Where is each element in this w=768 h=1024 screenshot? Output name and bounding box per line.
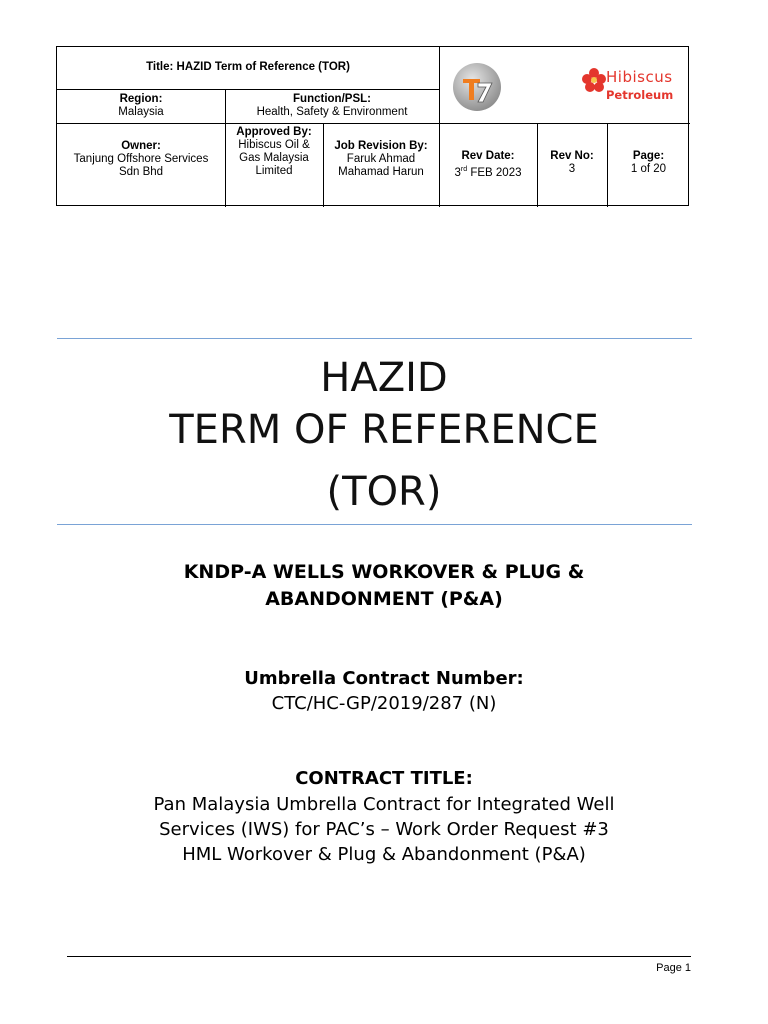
approved-by-line: Hibiscus Oil & (238, 139, 310, 151)
rev-date-cell (439, 150, 537, 180)
rev-date-rest: FEB 2023 (467, 166, 522, 179)
region-label: Region: (119, 93, 163, 105)
main-title-line2: TERM OF REFERENCE (169, 407, 599, 453)
document-title-cell: Title: HAZID Term of Reference (TOR) (146, 61, 350, 73)
contract-title-line3: HML Workover & Plug & Abandonment (P&A) (182, 844, 586, 865)
function-value: Health, Safety & Environment (256, 106, 408, 118)
approved-by-line: Limited (255, 165, 293, 177)
rev-no-label: Rev No: (550, 150, 594, 162)
project-title-line1: KNDP-A WELLS WORKOVER & PLUG & (183, 561, 585, 583)
divider (57, 89, 439, 90)
rev-date-day: 3 (454, 166, 461, 179)
divider (57, 123, 690, 124)
main-title-line1: HAZID (320, 355, 448, 401)
title-rule-top (57, 338, 692, 339)
contract-title-line2: Services (IWS) for PAC’s – Work Order Request #3 (159, 819, 609, 840)
rev-date-suffix: rd (460, 166, 468, 173)
owner-line: Tanjung Offshore Services (73, 153, 209, 165)
divider (439, 47, 440, 207)
contract-number-label: Umbrella Contract Number: (244, 668, 524, 689)
contract-number-value: CTC/HC-GP/2019/287 (N) (271, 693, 497, 714)
owner-line: Sdn Bhd (118, 166, 164, 178)
owner-cell (57, 140, 225, 179)
rev-no-cell (537, 150, 607, 176)
page-value: 1 of 20 (630, 163, 667, 175)
owner-label: Owner: (121, 140, 161, 152)
rev-date-value (439, 163, 537, 180)
revision-by-line: Faruk Ahmad (346, 153, 416, 165)
page-label: Page: (632, 150, 665, 162)
logo-line1: Hibiscus (606, 68, 673, 86)
rev-no-value: 3 (568, 163, 576, 175)
revision-by-line: Mahamad Harun (338, 166, 424, 178)
footer-rule (67, 956, 691, 957)
page-cell (607, 150, 690, 176)
project-title-line2: ABANDONMENT (P&A) (265, 588, 503, 610)
title-rule-bottom (57, 524, 692, 525)
logo-line2: Petroleum (606, 88, 674, 102)
t7-logo (452, 62, 502, 112)
hibiscus-flower-icon (582, 66, 606, 102)
revision-by-label: Job Revision By: (334, 140, 428, 152)
footer-page-number: Page 1 (656, 962, 691, 974)
approved-by-line: Gas Malaysia (239, 152, 309, 164)
region-cell (57, 93, 225, 119)
contract-title-line1: Pan Malaysia Umbrella Contract for Integrated Well (153, 794, 615, 815)
main-title-line3: (TOR) (326, 469, 442, 515)
rev-date-label: Rev Date: (461, 150, 515, 162)
region-value: Malaysia (118, 106, 164, 118)
revision-by-cell (323, 140, 439, 179)
approved-by-cell (225, 126, 323, 178)
function-label: Function/PSL: (293, 93, 371, 105)
approved-by-label: Approved By: (236, 126, 312, 138)
contract-title-label: CONTRACT TITLE: (295, 768, 473, 789)
hibiscus-petroleum-logo (582, 64, 682, 106)
function-cell (225, 93, 439, 119)
t7-logo-icon (452, 62, 502, 112)
